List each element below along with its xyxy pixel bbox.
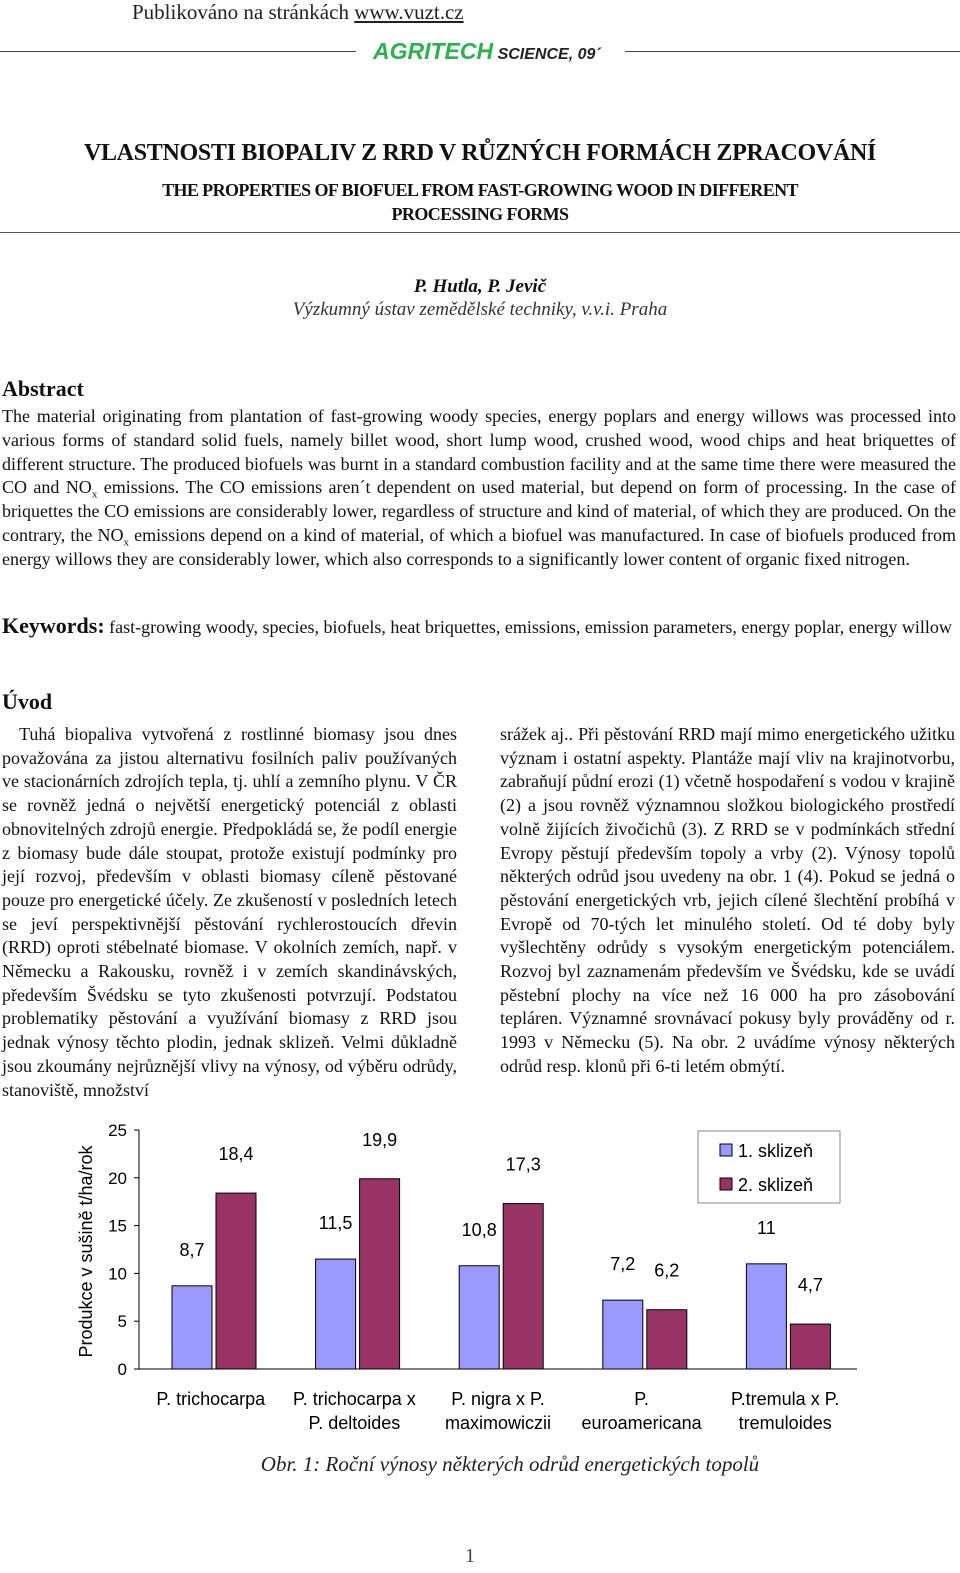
x-category-label: P.tremula x P.: [730, 1389, 840, 1409]
authors: P. Hutla, P. Jevič: [413, 276, 547, 297]
data-label: 6,2: [654, 1260, 680, 1281]
yield-chart-svg: [60, 1118, 890, 1448]
abstract-body: The material originating from plantation of fast-growing woody species, energy poplars and energy willows was processed into various forms of standard solid fuels, namely billet wood, short lump wood, crushed wood, wood chips and heat briquettes of different structure. The produced biofuels was burnt in a standard combustion facility and at the same time there were measured the CO and $NO_x$ emissions. The CO emissions aren´t dependent on used material, but depend on form of processing. In the case of briquettes the CO emissions are considerably lower, regardless of structure and kind of material, of which they are produced. On the contrary, the $NO_x$ emissions depend on a kind of material, of which a biofuel was manufactured. In case of biofuels produced from energy willows they are considerably lower, which also corresponds to a significantly lower content of organic fixed nitrogen.: [2, 406, 956, 569]
bar-harvest1: [746, 1264, 786, 1369]
bar-harvest2: [216, 1193, 256, 1369]
keywords: [2, 613, 956, 640]
data-label: 7,2: [610, 1254, 636, 1275]
x-category-label: P. trichocarpa: [156, 1389, 266, 1409]
y-tick-label: 5: [117, 1312, 127, 1332]
data-label: 17,3: [505, 1154, 541, 1175]
bar-harvest2: [790, 1324, 830, 1369]
yield-chart: [60, 1118, 890, 1448]
bar-harvest1: [316, 1259, 356, 1369]
brand-science: SCIENCE, 09´: [497, 46, 601, 63]
keywords-label: Keywords:: [2, 613, 105, 638]
data-label: 4,7: [797, 1275, 823, 1296]
y-tick-label: 10: [108, 1264, 127, 1284]
published-notice: Publikováno na stránkách www.vuzt.cz: [132, 0, 464, 24]
bar-harvest2: [503, 1204, 543, 1369]
x-category-label: maximowiczii: [444, 1413, 552, 1433]
y-axis-title: Produkce v sušině t/ha/rok: [76, 1145, 96, 1358]
figure-caption: Obr. 1: Roční výnosy některých odrůd energetických topolů: [260, 1452, 760, 1476]
bar-harvest2: [647, 1310, 687, 1369]
page-number: 1: [465, 1545, 475, 1567]
journal-brand: [373, 38, 601, 65]
x-category-label: P. trichocarpa x: [293, 1389, 416, 1409]
data-label: 8,7: [179, 1239, 205, 1260]
y-tick-label: 25: [108, 1121, 127, 1140]
source-link[interactable]: www.vuzt.cz: [354, 0, 464, 24]
y-tick-label: 15: [108, 1216, 127, 1236]
legend-label: 1. sklizeň: [738, 1141, 814, 1161]
abstract-heading: Abstract: [2, 376, 84, 401]
header-rule-right: [625, 51, 960, 52]
x-category-label: P.: [634, 1389, 649, 1409]
data-label: 11,5: [318, 1213, 353, 1234]
bar-harvest2: [360, 1179, 400, 1369]
data-label: 19,9: [362, 1129, 398, 1150]
intro-column-right: srážek aj.. Při pěstování RRD mají mimo energetického užitku význam i ostatní aspekty. Plantáže mají vliv na krajinotvorbu, zabraňují půdní erozi (1) včetně hospodaření s vodou v krajině (2) a jsou rovněž významnou složkou biologického prostředí volně žijících živočichů (3). Z RRD se v podmínkách střední Evropy pěstují především topoly a vrby (2). Výnosy topolů některých odrůd jsou uvedeny na obr. 1 (4). Pokud se jedná o pěstování energetických vrb, jejich cílené šlechtění probíhá v Evropě od 70-tých let minulého století. Od té doby byly vyšlechtěny odrůdy s vysokým energetickým potenciálem. Rozvoj byl zaznamenám především ve Švédsku, kde se uvádí pěstební plochy na více než 16 000 ha pro zásobování tepláren. Významné srovnávací pokusy byly prováděny od r. 1993 v Německu (5). Na obr. 2 uvádíme výnosy některých odrůd resp. klonů při 6-ti letém obmýtí.: [500, 724, 955, 1076]
paper-title-czech: VLASTNOSTI BIOPALIV Z RRD V RŮZNÝCH FORMÁCH ZPRACOVÁNÍ: [83, 140, 877, 166]
data-label: 10,8: [461, 1219, 497, 1240]
x-category-label: euroamericana: [581, 1413, 702, 1433]
x-category-label: tremuloides: [738, 1413, 832, 1433]
bar-harvest1: [603, 1300, 643, 1369]
intro-column-left: Tuhá biopaliva vytvořená z rostlinné biomasy jsou dnes považována za jistou alternativu fosilních paliv používaných ve stacionárních zdrojích tepla, tj. uhlí a zemního plynu. V ČR se rovněž jedná o největší energetický potenciál z oblasti obnovitelných zdrojů energie. Předpokládá se, že podíl energie z biomasy bude dále stoupat, protože existují podmínky pro její rozvoj, především v oblasti biomasy cíleně pěstované pouze pro energetické účely. Ze zkušeností v posledních letech se jeví perspektivnější pěstování rychlerostoucích dřevin (RRD) oproti stébelnaté biomase. V okolních zemích, např. v Německu a Rakousku, rovněž i v zemích skandinávských, především Švédsku se tyto zkušenosti potvrzují. Podstatou problematiky pěstování a využívání biomasy z RRD jsou jednak výnosy těchto plodin, jednak sklizeň. Velmi důkladně jsou zkoumány nejrůznější vlivy na výnosy, od výběru odrůdy, stanoviště, množství: [2, 724, 457, 1100]
x-category-label: P. nigra x P.: [451, 1389, 545, 1409]
data-label: 11: [757, 1217, 776, 1238]
data-label: 18,4: [218, 1144, 254, 1165]
title-rule: [0, 232, 960, 233]
paper-title-english: THE PROPERTIES OF BIOFUEL FROM FAST-GROWING WOOD IN DIFFERENT PROCESSING FORMS: [162, 180, 798, 224]
legend-swatch: [720, 1178, 732, 1190]
brand-agritech: AGRITECH: [373, 38, 494, 64]
y-tick-label: 20: [108, 1168, 127, 1188]
header-rule-left: [0, 51, 356, 52]
legend-swatch: [720, 1144, 732, 1156]
intro-heading: Úvod: [2, 689, 53, 714]
institution: Výzkumný ústav zemědělské techniky, v.v.i. Praha: [292, 299, 668, 320]
bar-harvest1: [459, 1266, 499, 1369]
keywords-text: fast-growing woody, species, biofuels, heat briquettes, emissions, emission parameters, energy poplar, energy willow: [104, 617, 952, 637]
y-tick-label: 0: [117, 1360, 127, 1379]
legend-label: 2. sklizeň: [738, 1175, 814, 1195]
x-category-label: P. deltoides: [308, 1413, 401, 1433]
bar-harvest1: [172, 1286, 212, 1369]
